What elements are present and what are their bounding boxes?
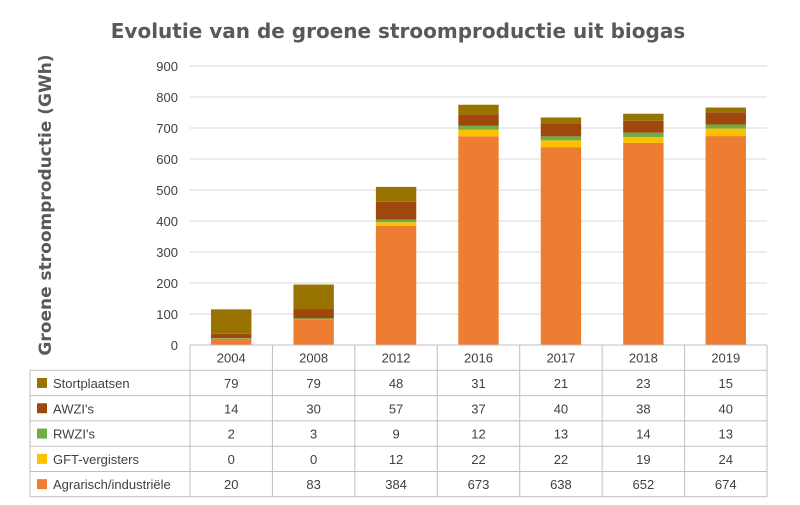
bar-segment bbox=[376, 219, 416, 222]
bar-segment bbox=[376, 187, 416, 202]
bar-segment bbox=[211, 339, 251, 345]
legend-key bbox=[37, 429, 47, 439]
y-tick-label: 700 bbox=[156, 121, 178, 136]
data-label: 40 bbox=[718, 401, 734, 417]
data-label: 79 bbox=[223, 375, 239, 391]
bar-segment bbox=[623, 143, 663, 345]
legend-key bbox=[37, 378, 47, 388]
bar-segment bbox=[293, 319, 333, 345]
bar-segment bbox=[623, 121, 663, 133]
y-axis-ticks bbox=[156, 59, 178, 353]
bar-segment bbox=[706, 136, 746, 345]
data-label: 40 bbox=[553, 401, 569, 417]
bar-segment bbox=[623, 114, 663, 121]
data-label: 14 bbox=[223, 401, 239, 417]
x-tick-label: 2012 bbox=[381, 350, 411, 366]
bar-segment bbox=[458, 105, 498, 115]
x-tick-label: 2004 bbox=[216, 350, 246, 366]
data-label: 21 bbox=[553, 375, 569, 391]
y-tick-label: 600 bbox=[156, 152, 178, 167]
x-tick-label: 2017 bbox=[546, 350, 576, 366]
bar-segment bbox=[706, 125, 746, 129]
bar-segment bbox=[458, 130, 498, 137]
legend-label: GFT-vergisters bbox=[53, 451, 139, 467]
bar-segment bbox=[458, 126, 498, 130]
x-tick-label: 2016 bbox=[464, 350, 493, 366]
data-label: 48 bbox=[388, 375, 404, 391]
data-label: 3 bbox=[310, 426, 318, 442]
data-label: 38 bbox=[636, 401, 651, 417]
y-tick-label: 300 bbox=[156, 245, 178, 260]
bar-segment bbox=[541, 124, 581, 136]
data-label: 22 bbox=[553, 451, 569, 467]
legend-label: Stortplaatsen bbox=[53, 375, 130, 391]
bars bbox=[211, 105, 746, 345]
bar-segment bbox=[211, 309, 251, 333]
data-label: 31 bbox=[471, 375, 486, 391]
x-tick-label: 2019 bbox=[711, 350, 741, 366]
y-axis-label: Groene stroomproductie (GWh) bbox=[36, 54, 56, 356]
y-tick-label: 200 bbox=[156, 276, 178, 291]
data-label: 638 bbox=[550, 477, 572, 493]
bar-segment bbox=[706, 129, 746, 136]
y-tick-label: 400 bbox=[156, 214, 178, 229]
y-tick-label: 800 bbox=[156, 90, 178, 105]
data-label: 24 bbox=[718, 451, 734, 467]
data-label: 37 bbox=[471, 401, 486, 417]
data-label: 0 bbox=[310, 451, 318, 467]
legend-key bbox=[37, 403, 47, 413]
bar-segment bbox=[541, 117, 581, 124]
data-label: 23 bbox=[636, 375, 651, 391]
data-label: 9 bbox=[392, 426, 400, 442]
bar-segment bbox=[541, 147, 581, 345]
data-label: 12 bbox=[471, 426, 486, 442]
bar-segment bbox=[293, 285, 333, 309]
bar-segment bbox=[706, 112, 746, 124]
data-label: 673 bbox=[467, 477, 490, 493]
bar-segment bbox=[541, 136, 581, 140]
y-tick-label: 100 bbox=[156, 307, 178, 322]
data-label: 0 bbox=[227, 451, 235, 467]
bar-segment bbox=[458, 136, 498, 345]
data-label: 79 bbox=[306, 375, 321, 391]
data-label: 12 bbox=[388, 451, 404, 467]
data-label: 83 bbox=[306, 477, 321, 493]
data-label: 22 bbox=[471, 451, 486, 467]
data-label: 30 bbox=[306, 401, 321, 417]
bar-segment bbox=[376, 202, 416, 220]
data-table bbox=[30, 345, 767, 497]
bar-segment bbox=[211, 334, 251, 338]
chart-title: Evolutie van de groene stroomproductie uit biogas bbox=[110, 19, 686, 43]
bar-segment bbox=[623, 137, 663, 143]
data-label: 15 bbox=[718, 375, 734, 391]
bar-segment bbox=[376, 222, 416, 226]
y-tick-label: 0 bbox=[170, 338, 178, 353]
y-tick-label: 500 bbox=[156, 183, 178, 198]
bar-segment bbox=[623, 133, 663, 137]
bar-segment bbox=[293, 309, 333, 318]
bar-segment bbox=[376, 226, 416, 345]
y-tick-label: 900 bbox=[156, 59, 178, 74]
data-label: 14 bbox=[636, 426, 651, 442]
legend-label: Agrarisch/industriële bbox=[53, 477, 171, 493]
data-label: 384 bbox=[385, 477, 407, 493]
bar-segment bbox=[541, 140, 581, 147]
data-label: 652 bbox=[632, 477, 655, 493]
data-label: 13 bbox=[553, 426, 569, 442]
data-label: 19 bbox=[636, 451, 651, 467]
bar-segment bbox=[211, 338, 251, 339]
legend-key bbox=[37, 454, 47, 464]
bar-segment bbox=[458, 114, 498, 125]
legend-label: RWZI's bbox=[53, 426, 95, 442]
data-label: 674 bbox=[714, 477, 737, 493]
legend-label: AWZI's bbox=[53, 401, 94, 417]
data-label: 2 bbox=[227, 426, 235, 442]
data-label: 13 bbox=[718, 426, 734, 442]
x-tick-label: 2018 bbox=[628, 350, 658, 366]
x-tick-label: 2008 bbox=[299, 350, 329, 366]
bar-segment bbox=[706, 108, 746, 113]
data-label: 57 bbox=[388, 401, 404, 417]
data-label: 20 bbox=[223, 477, 239, 493]
bar-segment bbox=[293, 318, 333, 319]
legend-key bbox=[37, 479, 47, 489]
